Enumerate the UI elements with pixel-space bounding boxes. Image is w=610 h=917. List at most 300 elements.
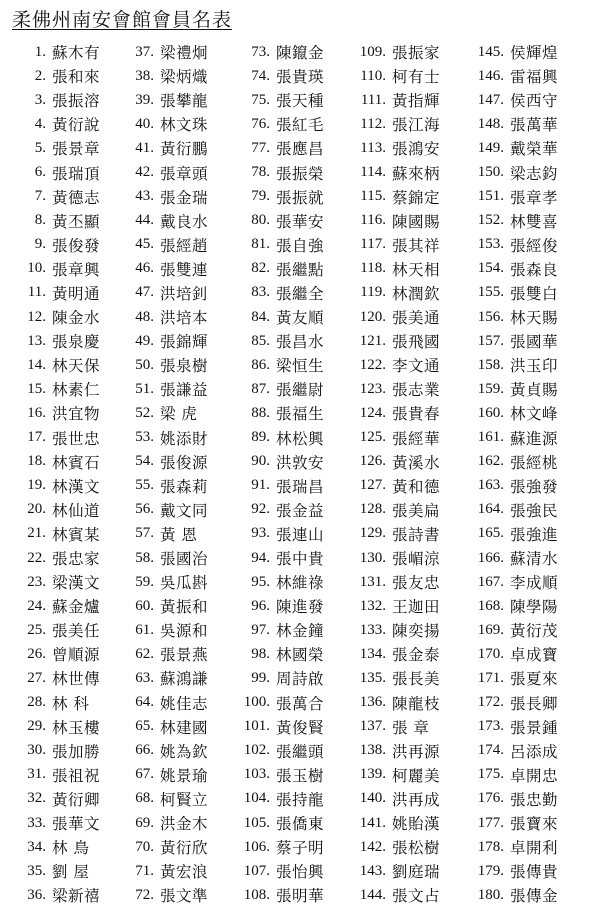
member-number: 119. [360, 284, 386, 301]
member-row [112, 474, 232, 498]
member-row [228, 305, 348, 329]
member-row [472, 305, 592, 329]
member-name: 陳龍枝 [392, 694, 441, 713]
member-row [344, 112, 464, 136]
member-column-4 [344, 40, 464, 907]
member-row [472, 88, 592, 112]
member-number: 152. [477, 212, 504, 229]
member-name: 張雙白 [510, 284, 559, 303]
member-number: 144. [359, 886, 386, 903]
member-name: 蘇清水 [510, 550, 559, 569]
member-name: 梁漢文 [52, 574, 101, 593]
member-row [2, 329, 122, 353]
member-name: 張景章 [52, 140, 101, 159]
member-row [344, 618, 464, 642]
member-row [472, 136, 592, 160]
member-row [472, 233, 592, 257]
member-number: 44. [135, 212, 154, 229]
member-number: 114. [360, 164, 386, 181]
member-row [228, 450, 348, 474]
member-number: 85. [251, 332, 270, 349]
member-number: 54. [135, 453, 154, 470]
member-number: 110. [360, 67, 386, 84]
member-row [2, 209, 122, 233]
member-number: 57. [135, 525, 154, 542]
member-name: 張經俊 [510, 236, 559, 255]
member-number: 141. [359, 814, 386, 831]
member-name: 劉 屋 [52, 863, 90, 882]
member-row [344, 281, 464, 305]
member-row [112, 739, 232, 763]
member-row [472, 859, 592, 883]
member-row [2, 522, 122, 546]
member-name: 張貴瑛 [276, 68, 325, 87]
member-row [2, 40, 122, 64]
member-number: 115. [360, 188, 386, 205]
member-name: 張夏來 [510, 670, 559, 689]
member-row [112, 522, 232, 546]
member-name: 張福生 [276, 405, 325, 424]
member-row [112, 209, 232, 233]
member-row [344, 377, 464, 401]
member-name: 陳進發 [276, 598, 325, 617]
member-name: 柯有士 [392, 68, 441, 87]
member-name: 蔡子明 [276, 839, 325, 858]
member-row [228, 594, 348, 618]
member-number: 136. [359, 694, 386, 711]
member-number: 153. [477, 236, 504, 253]
member-name: 張僑東 [276, 815, 325, 834]
member-name: 張長美 [392, 670, 441, 689]
member-row [112, 594, 232, 618]
member-row [112, 64, 232, 88]
member-name: 侯輝煌 [510, 44, 559, 63]
member-row [2, 739, 122, 763]
member-row [472, 811, 592, 835]
member-row [228, 763, 348, 787]
member-row [472, 353, 592, 377]
member-row [472, 763, 592, 787]
member-number: 77. [251, 139, 270, 156]
member-number: 175. [477, 766, 504, 783]
member-name: 王迦田 [392, 598, 441, 617]
member-number: 107. [243, 862, 270, 879]
member-name: 黃振和 [160, 598, 209, 617]
member-name: 張詩書 [392, 525, 441, 544]
member-name: 張強進 [510, 525, 559, 544]
member-number: 169. [477, 621, 504, 638]
member-name: 姚貽漢 [392, 815, 441, 834]
member-number: 165. [477, 525, 504, 542]
member-name: 林文峰 [510, 405, 559, 424]
member-name: 黃德志 [52, 188, 101, 207]
member-row [2, 377, 122, 401]
member-name: 林 鳥 [52, 839, 90, 858]
member-number: 147. [477, 91, 504, 108]
member-row [228, 474, 348, 498]
member-row [112, 618, 232, 642]
member-row [472, 498, 592, 522]
member-row [228, 522, 348, 546]
member-row [472, 377, 592, 401]
member-column-2 [112, 40, 232, 907]
member-number: 1. [34, 43, 46, 60]
member-number: 58. [135, 549, 154, 566]
member-row [472, 329, 592, 353]
member-name: 黃宏浪 [160, 863, 209, 882]
member-name: 張長卿 [510, 694, 559, 713]
member-name: 蘇來柄 [392, 164, 441, 183]
member-number: 81. [251, 236, 270, 253]
member-name: 張景燕 [160, 646, 209, 665]
member-number: 3. [34, 91, 46, 108]
member-row [112, 426, 232, 450]
member-row [2, 88, 122, 112]
member-name: 林賓石 [52, 453, 101, 472]
member-number: 9. [34, 236, 46, 253]
member-number: 145. [477, 43, 504, 60]
member-name: 林賓某 [52, 525, 101, 544]
member-number: 63. [135, 669, 154, 686]
member-name: 吳瓜斟 [160, 574, 209, 593]
member-name: 黃和德 [392, 477, 441, 496]
member-number: 137. [359, 718, 386, 735]
member-name: 張繼點 [276, 260, 325, 279]
member-row [228, 570, 348, 594]
member-row [2, 64, 122, 88]
member-number: 28. [27, 694, 46, 711]
member-number: 130. [359, 549, 386, 566]
member-number: 178. [477, 838, 504, 855]
member-name: 姚為欽 [160, 742, 209, 761]
member-name: 柯賢立 [160, 790, 209, 809]
member-row [228, 185, 348, 209]
member-name: 張貴春 [392, 405, 441, 424]
member-number: 93. [251, 525, 270, 542]
member-row [2, 763, 122, 787]
member-number: 90. [251, 453, 270, 470]
member-row [344, 691, 464, 715]
member-name: 張松樹 [392, 839, 441, 858]
member-name: 林世傳 [52, 670, 101, 689]
member-number: 143. [359, 862, 386, 879]
member-name: 張金益 [276, 501, 325, 520]
member-name: 吳源和 [160, 622, 209, 641]
member-row [112, 835, 232, 859]
member-row [228, 112, 348, 136]
member-row [228, 257, 348, 281]
member-number: 89. [251, 429, 270, 446]
member-row [228, 64, 348, 88]
member-row [472, 185, 592, 209]
member-number: 37. [135, 43, 154, 60]
member-number: 171. [477, 669, 504, 686]
member-row [344, 642, 464, 666]
member-row [2, 450, 122, 474]
member-number: 116. [360, 212, 386, 229]
member-row [472, 691, 592, 715]
member-name: 張飛國 [392, 333, 441, 352]
member-name: 陳奕揚 [392, 622, 441, 641]
member-name: 張雙連 [160, 260, 209, 279]
member-number: 87. [251, 380, 270, 397]
member-number: 104. [243, 790, 270, 807]
member-row [2, 691, 122, 715]
member-row [112, 811, 232, 835]
member-name: 林維祿 [276, 574, 325, 593]
member-row [112, 691, 232, 715]
member-number: 159. [477, 380, 504, 397]
member-row [472, 40, 592, 64]
member-row [112, 112, 232, 136]
member-number: 177. [477, 814, 504, 831]
member-name: 林天賜 [510, 309, 559, 328]
member-row [472, 426, 592, 450]
member-name: 林雙喜 [510, 212, 559, 231]
member-number: 16. [27, 404, 46, 421]
member-name: 張應昌 [276, 140, 325, 159]
member-number: 102. [243, 742, 270, 759]
member-number: 36. [27, 886, 46, 903]
member-number: 13. [27, 332, 46, 349]
member-row [344, 401, 464, 425]
member-name: 張加勝 [52, 742, 101, 761]
member-name: 柯麗美 [392, 766, 441, 785]
member-row [2, 426, 122, 450]
member-row [344, 883, 464, 907]
member-number: 83. [251, 284, 270, 301]
member-name: 張繼尉 [276, 381, 325, 400]
member-row [112, 859, 232, 883]
member-number: 14. [27, 356, 46, 373]
member-row [2, 498, 122, 522]
member-row [228, 136, 348, 160]
member-row [472, 835, 592, 859]
member-name: 洪宜物 [52, 405, 101, 424]
member-number: 8. [34, 212, 46, 229]
member-number: 106. [243, 838, 270, 855]
member-name: 林仙道 [52, 501, 101, 520]
member-number: 68. [135, 790, 154, 807]
member-row [344, 570, 464, 594]
member-name: 張美扁 [392, 501, 441, 520]
member-row [112, 353, 232, 377]
member-name: 黃溪水 [392, 453, 441, 472]
member-number: 69. [135, 814, 154, 831]
member-number: 173. [477, 718, 504, 735]
member-column-5 [472, 40, 592, 907]
member-row [112, 281, 232, 305]
member-number: 142. [359, 838, 386, 855]
member-number: 86. [251, 356, 270, 373]
member-row [112, 498, 232, 522]
member-name: 劉庭瑞 [392, 863, 441, 882]
member-row [344, 305, 464, 329]
member-number: 180. [477, 886, 504, 903]
member-number: 12. [27, 308, 46, 325]
member-name: 張玉樹 [276, 766, 325, 785]
member-number: 167. [477, 573, 504, 590]
member-row [228, 835, 348, 859]
member-name: 張章興 [52, 260, 101, 279]
member-number: 79. [251, 188, 270, 205]
member-number: 47. [135, 284, 154, 301]
member-row [344, 835, 464, 859]
member-row [472, 209, 592, 233]
member-name: 洪敦安 [276, 453, 325, 472]
member-name: 梁 虎 [160, 405, 198, 424]
member-row [472, 715, 592, 739]
member-name: 洪再源 [392, 742, 441, 761]
member-row [344, 859, 464, 883]
member-row [228, 642, 348, 666]
member-name: 林建國 [160, 718, 209, 737]
member-number: 42. [135, 164, 154, 181]
member-row [228, 329, 348, 353]
member-number: 168. [477, 597, 504, 614]
member-number: 82. [251, 260, 270, 277]
member-name: 林漢文 [52, 477, 101, 496]
member-row [2, 811, 122, 835]
member-number: 73. [251, 43, 270, 60]
member-row [344, 546, 464, 570]
member-name: 黃貞賜 [510, 381, 559, 400]
member-row [228, 160, 348, 184]
member-name: 張傳貴 [510, 863, 559, 882]
member-number: 154. [477, 260, 504, 277]
member-name: 黃明通 [52, 284, 101, 303]
member-name: 張美通 [392, 309, 441, 328]
member-name: 林天保 [52, 357, 101, 376]
member-number: 101. [243, 718, 270, 735]
member-name: 洪培釗 [160, 284, 209, 303]
member-number: 133. [359, 621, 386, 638]
member-row [344, 160, 464, 184]
member-row [2, 787, 122, 811]
member-name: 張萬合 [276, 694, 325, 713]
member-name: 黃衍茂 [510, 622, 559, 641]
member-name: 張中貴 [276, 550, 325, 569]
member-number: 103. [243, 766, 270, 783]
member-number: 161. [477, 429, 504, 446]
member-row [228, 546, 348, 570]
member-name: 卓開忠 [510, 766, 559, 785]
member-name: 梁炳熾 [160, 68, 209, 87]
member-row [228, 666, 348, 690]
member-row [2, 666, 122, 690]
member-number: 51. [135, 380, 154, 397]
member-name: 張連山 [276, 525, 325, 544]
member-row [2, 835, 122, 859]
member-name: 張世忠 [52, 429, 101, 448]
member-row [228, 739, 348, 763]
member-number: 111. [360, 91, 386, 108]
member-number: 2. [34, 67, 46, 84]
member-name: 洪金木 [160, 815, 209, 834]
member-name: 林文珠 [160, 116, 209, 135]
member-name: 林國榮 [276, 646, 325, 665]
member-row [472, 594, 592, 618]
member-number: 48. [135, 308, 154, 325]
member-number: 33. [27, 814, 46, 831]
member-number: 176. [477, 790, 504, 807]
member-name: 蘇鴻謙 [160, 670, 209, 689]
member-row [344, 715, 464, 739]
member-number: 19. [27, 477, 46, 494]
member-name: 張繼全 [276, 284, 325, 303]
member-name: 侯西守 [510, 92, 559, 111]
member-name: 蘇進源 [510, 429, 559, 448]
member-number: 99. [251, 669, 270, 686]
member-number: 95. [251, 573, 270, 590]
member-row [344, 209, 464, 233]
member-row [344, 522, 464, 546]
member-number: 18. [27, 453, 46, 470]
member-number: 140. [359, 790, 386, 807]
member-number: 134. [359, 645, 386, 662]
member-number: 123. [359, 380, 386, 397]
member-row [228, 811, 348, 835]
member-row [228, 40, 348, 64]
member-row [2, 401, 122, 425]
member-number: 128. [359, 501, 386, 518]
member-row [2, 185, 122, 209]
member-name: 張忠家 [52, 550, 101, 569]
member-name: 張國華 [510, 333, 559, 352]
member-name: 張振溶 [52, 92, 101, 111]
member-row [228, 883, 348, 907]
member-number: 34. [27, 838, 46, 855]
member-row [472, 739, 592, 763]
member-number: 125. [359, 429, 386, 446]
member-number: 131. [359, 573, 386, 590]
member-number: 75. [251, 91, 270, 108]
member-name: 張明華 [276, 887, 325, 906]
member-name: 姚佳志 [160, 694, 209, 713]
member-number: 129. [359, 525, 386, 542]
member-row [228, 715, 348, 739]
member-number: 109. [359, 43, 386, 60]
member-name: 梁恒生 [276, 357, 325, 376]
member-number: 170. [477, 645, 504, 662]
member-row [344, 739, 464, 763]
member-name: 張泉樹 [160, 357, 209, 376]
member-number: 38. [135, 67, 154, 84]
member-row [228, 859, 348, 883]
member-number: 72. [135, 886, 154, 903]
member-row [344, 136, 464, 160]
member-name: 李文通 [392, 357, 441, 376]
member-name: 張瑞昌 [276, 477, 325, 496]
member-number: 24. [27, 597, 46, 614]
member-name: 張振就 [276, 188, 325, 207]
member-number: 23. [27, 573, 46, 590]
member-row [112, 160, 232, 184]
member-name: 周詩啟 [276, 670, 325, 689]
member-number: 100. [243, 694, 270, 711]
member-number: 32. [27, 790, 46, 807]
member-row [2, 281, 122, 305]
member-name: 張泉慶 [52, 333, 101, 352]
member-name: 張振家 [392, 44, 441, 63]
member-name: 蘇木有 [52, 44, 101, 63]
member-number: 40. [135, 115, 154, 132]
member-number: 27. [27, 669, 46, 686]
member-name: 張謙益 [160, 381, 209, 400]
member-number: 26. [27, 645, 46, 662]
member-name: 陳學陽 [510, 598, 559, 617]
member-row [112, 305, 232, 329]
